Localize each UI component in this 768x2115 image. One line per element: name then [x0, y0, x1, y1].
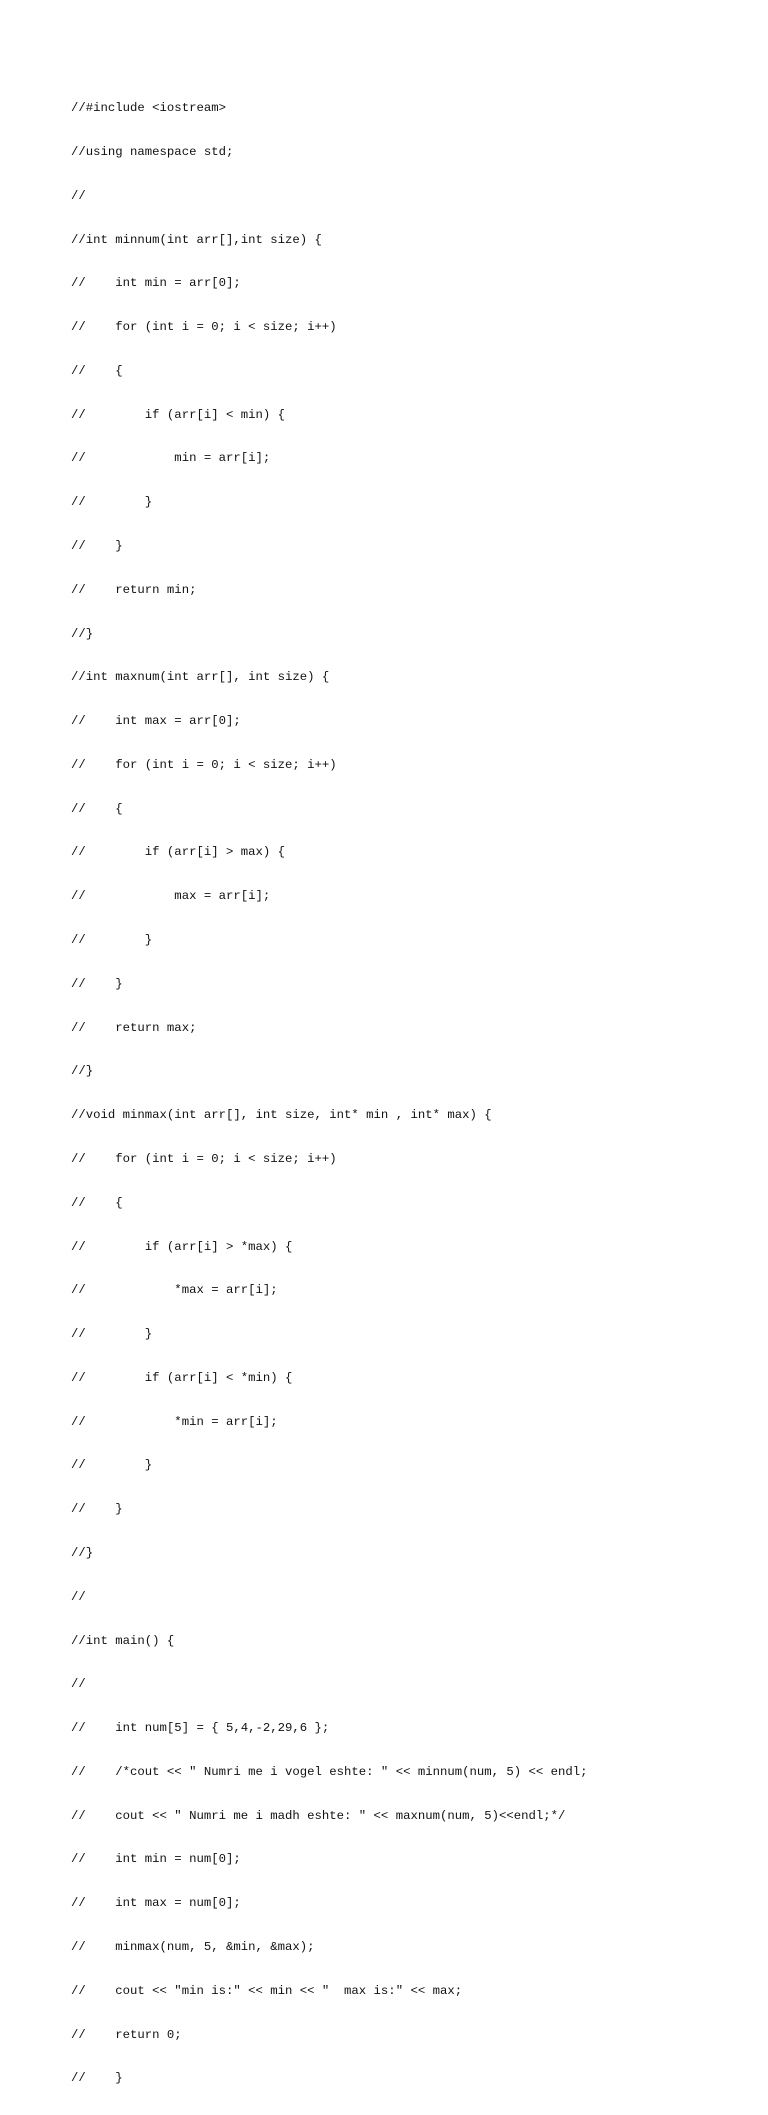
- code-line: // if (arr[i] < min) {: [71, 407, 286, 422]
- code-line: // cout << "min is:" << min << " max is:" << max;: [71, 1983, 463, 1998]
- code-line: // {: [71, 801, 123, 816]
- code-line: //#include <iostream>: [71, 101, 226, 116]
- code-line: // }: [71, 976, 123, 991]
- code-line: // return max;: [71, 1020, 197, 1035]
- code-line: // for (int i = 0; i < size; i++): [71, 757, 337, 772]
- code-line: // return 0;: [71, 2027, 182, 2042]
- code-line: // if (arr[i] > max) {: [71, 845, 286, 860]
- code-line: // int min = arr[0];: [71, 276, 241, 291]
- code-line: // minmax(num, 5, &min, &max);: [71, 1940, 315, 1954]
- code-line: // /*cout << " Numri me i vogel eshte: " << minnum(num, 5) << endl;: [71, 1764, 588, 1779]
- code-line: //: [71, 1589, 86, 1604]
- code-line: //using namespace std;: [71, 144, 234, 159]
- code-line: //}: [71, 1064, 94, 1079]
- code-line: // int max = arr[0];: [71, 714, 241, 729]
- code-line: //: [71, 188, 86, 203]
- code-line: //void minmax(int arr[], int size, int* min , int* max) {: [71, 1108, 492, 1123]
- code-line: // {: [71, 1195, 123, 1210]
- code-line: // max = arr[i];: [71, 889, 271, 904]
- code-line: // }: [71, 539, 123, 553]
- code-line: // }: [71, 2071, 123, 2086]
- code-line: //}: [71, 626, 94, 641]
- code-line: // }: [71, 495, 153, 510]
- code-line: // }: [71, 1327, 153, 1342]
- code-line: // for (int i = 0; i < size; i++): [71, 1151, 337, 1166]
- code-line: //}: [71, 1545, 94, 1560]
- code-line: // for (int i = 0; i < size; i++): [71, 320, 337, 335]
- code-line: //: [71, 1677, 86, 1692]
- code-line: // if (arr[i] > *max) {: [71, 1239, 293, 1254]
- code-line: // {: [71, 363, 123, 378]
- code-line: // }: [71, 1502, 123, 1517]
- code-line: // cout << " Numri me i madh eshte: " << maxnum(num, 5)<<endl;*/: [71, 1808, 566, 1823]
- code-line: // }: [71, 1458, 153, 1473]
- code-line: // }: [71, 933, 153, 948]
- code-listing: [71, 72, 588, 2115]
- code-line: // return min;: [71, 582, 197, 597]
- code-line: // min = arr[i];: [71, 451, 271, 466]
- code-line: // int max = num[0];: [71, 1896, 241, 1911]
- code-line: //int main() {: [71, 1633, 175, 1648]
- code-line: //int minnum(int arr[],int size) {: [71, 232, 322, 247]
- code-line: // *max = arr[i];: [71, 1283, 278, 1298]
- code-line: // *min = arr[i];: [71, 1414, 278, 1429]
- code-line: // if (arr[i] < *min) {: [71, 1370, 293, 1385]
- code-line: //int maxnum(int arr[], int size) {: [71, 670, 330, 685]
- code-line: // int num[5] = { 5,4,-2,29,6 };: [71, 1721, 330, 1736]
- code-line: // int min = num[0];: [71, 1852, 241, 1867]
